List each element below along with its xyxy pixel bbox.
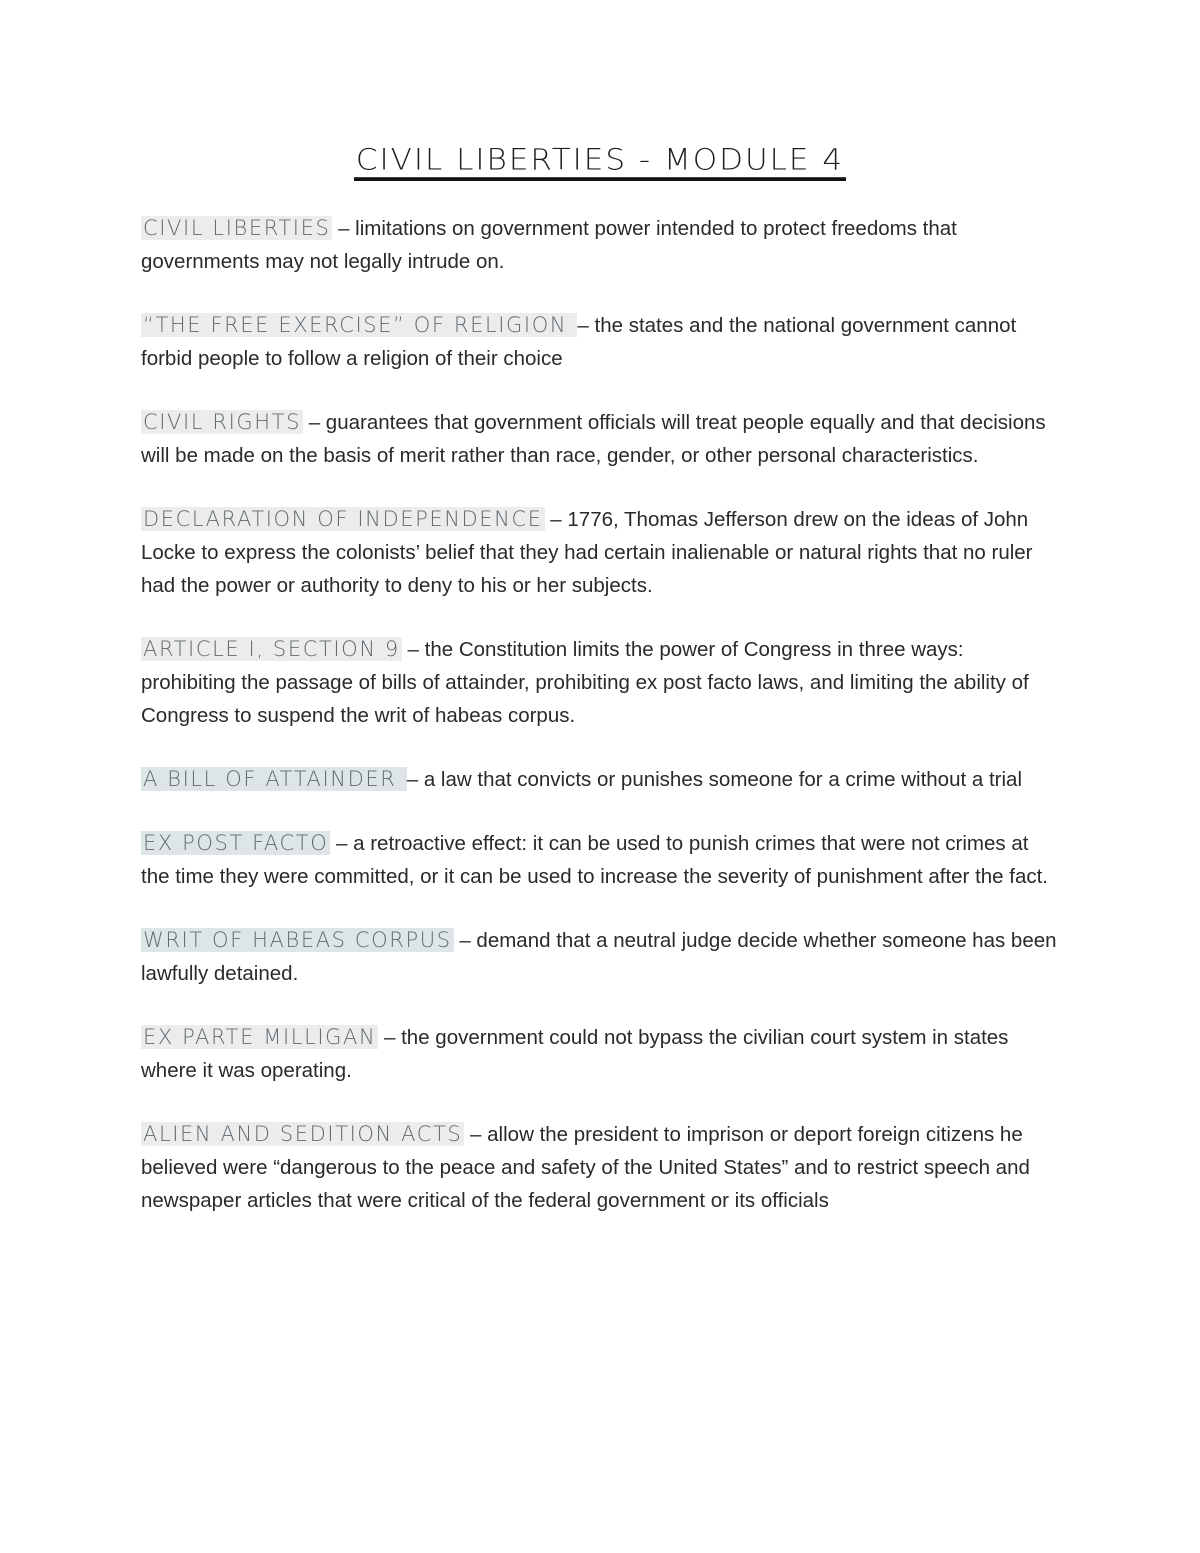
definition: – a law that convicts or punishes someone for a crime without a trial: [406, 768, 1023, 791]
definition: – the Constitution limits the power of Congress in three ways: prohibiting the passage of bills of attainder, prohibiting ex post facto laws, and limiting the ability of Congress to suspend the writ of habeas corpus.: [141, 638, 1029, 727]
glossary-entry-free-exercise: [141, 309, 1061, 375]
definition: – the states and the national government cannot forbid people to follow a religion of their choice: [141, 314, 1017, 370]
term: EX PARTE MILLIGAN: [143, 1025, 377, 1049]
term: ALIEN AND SEDITION ACTS: [143, 1122, 463, 1146]
glossary-list: [141, 212, 1061, 1217]
term: CIVIL RIGHTS: [143, 410, 301, 434]
term: WRIT OF HABEAS CORPUS: [143, 928, 452, 952]
definition: – 1776, Thomas Jefferson drew on the ideas of John Locke to express the colonists’ belief that they had certain inalienable or natural rights that no ruler had the power or authority to deny to his or her subjects.: [141, 508, 1033, 597]
glossary-entry-declaration: [141, 503, 1061, 602]
page-title-text: CIVIL LIBERTIES - MODULE 4: [354, 143, 846, 181]
definition: – guarantees that government officials will treat people equally and that decisions will be made on the basis of merit rather than race, gender, or other personal characteristics.: [141, 411, 1046, 467]
glossary-entry-article-i-section-9: [141, 633, 1061, 732]
term: ARTICLE I, SECTION 9: [143, 637, 400, 661]
definition: – allow the president to imprison or deport foreign citizens he believed were “dangerous to the peace and safety of the United States” and to restrict speech and newspaper articles that were critical of the federal government or its officials: [141, 1123, 1030, 1212]
glossary-entry-ex-post-facto: [141, 827, 1061, 893]
glossary-entry-alien-sedition: [141, 1118, 1061, 1217]
glossary-entry-bill-of-attainder: [141, 763, 1061, 796]
definition: – demand that a neutral judge decide whether someone has been lawfully detained.: [141, 929, 1057, 985]
glossary-entry-ex-parte-milligan: [141, 1021, 1061, 1087]
term: EX POST FACTO: [143, 831, 329, 855]
term: DECLARATION OF INDEPENDENCE: [143, 507, 543, 531]
definition: – a retroactive effect: it can be used to punish crimes that were not crimes at the time they were committed, or it can be used to increase the severity of punishment after the fact.: [141, 832, 1049, 888]
definition: – limitations on government power intended to protect freedoms that governments may not legally intrude on.: [141, 217, 957, 273]
glossary-entry-civil-rights: [141, 406, 1061, 472]
term: “THE FREE EXERCISE” OF RELIGION: [143, 313, 576, 337]
definition: – the government could not bypass the civilian court system in states where it was operating.: [141, 1026, 1009, 1082]
term: A BILL OF ATTAINDER: [143, 767, 405, 791]
page-title: [0, 138, 1200, 182]
glossary-entry-civil-liberties: [141, 212, 1061, 278]
glossary-entry-habeas-corpus: [141, 924, 1061, 990]
term: CIVIL LIBERTIES: [143, 216, 331, 240]
